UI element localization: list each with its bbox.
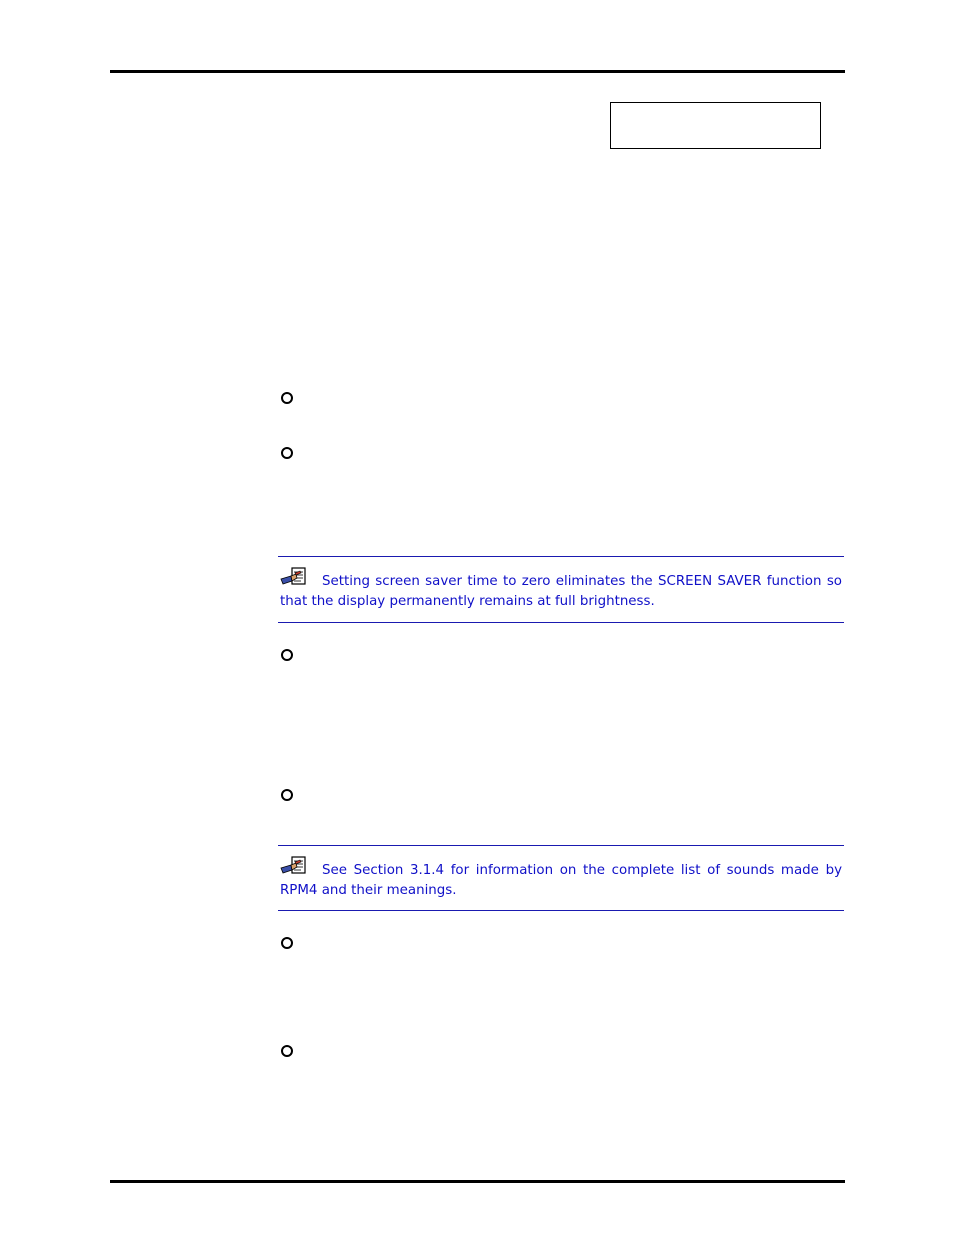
bullet-icon bbox=[281, 392, 293, 404]
bullet-icon bbox=[281, 1045, 293, 1057]
note-pad-icon bbox=[280, 856, 310, 874]
note-box bbox=[278, 845, 844, 911]
note-pad-icon bbox=[280, 567, 310, 585]
footer-rule bbox=[110, 1180, 845, 1183]
bullet-icon bbox=[281, 937, 293, 949]
bullet-icon bbox=[281, 447, 293, 459]
bullet-icon bbox=[281, 789, 293, 801]
note-text: See Section 3.1.4 for information on the complete list of sounds made by RPM4 and their meanings. bbox=[280, 863, 842, 898]
bullet-icon bbox=[281, 649, 293, 661]
header-box bbox=[610, 102, 821, 149]
note-box bbox=[278, 556, 844, 623]
note-text: Setting screen saver time to zero eliminates the SCREEN SAVER function so that the display permanently remains at full brightness. bbox=[280, 574, 842, 609]
header-rule bbox=[110, 70, 845, 73]
